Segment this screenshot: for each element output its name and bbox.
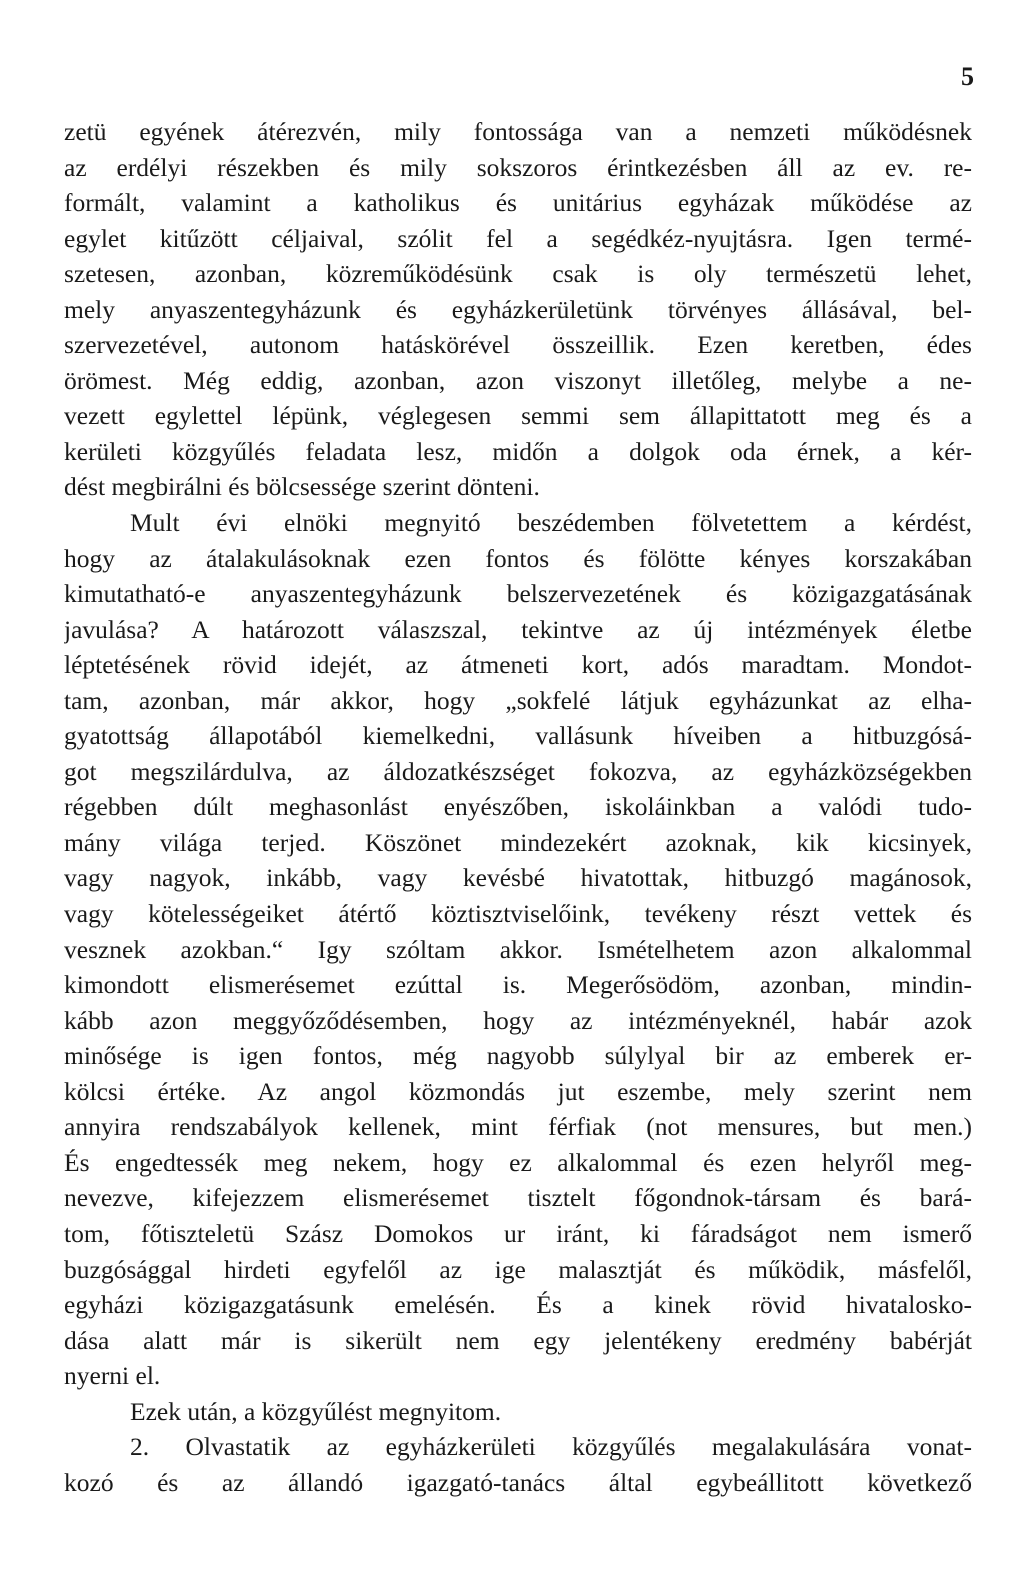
text-line: örömest. Még eddig, azonban, azon viszonyt illetőleg, melybe a ne- [64, 365, 972, 395]
text-line: buzgósággal hirdeti egyfelől az ige malasztját és működik, másfelől, [64, 1254, 972, 1284]
text-line: zetü egyének átérezvén, mily fontossága van a nemzeti működésnek [64, 117, 972, 146]
text-line: hogy az átalakulásoknak ezen fontos és fölötte kényes korszakában [64, 543, 972, 573]
text-line: szervezetével, autonom hatáskörével összeillik. Ezen keretben, édes [64, 330, 972, 360]
text-line: kimondott elismerésemet ezúttal is. Megerősödöm, azonban, mindin- [64, 970, 972, 1000]
text-line: vesznek azokban.“ Igy szóltam akkor. Ismételhetem azon alkalommal [64, 934, 972, 964]
text-line: vagy kötelességeiket átértő köztisztviselőink, tevékeny részt vettek és [64, 899, 972, 929]
text-line: kimutatható-e anyaszentegyházunk belszervezetének és közigazgatásának [64, 579, 972, 609]
text-line: mány világa terjed. Köszönet mindezekért azoknak, kik kicsinyek, [64, 827, 972, 857]
text-line: got megszilárdulva, az áldozatkészséget fokozva, az egyházközségekben [64, 756, 972, 786]
text-line: nyerni el. [64, 1361, 161, 1391]
body-text [64, 114, 972, 1500]
text-line: vezett egylettel lépünk, véglegesen semmi sem állapittatott meg és a [64, 401, 972, 431]
text-line: az erdélyi részekben és mily sokszoros érintkezésben áll az ev. re- [64, 152, 972, 182]
text-line: annyira rendszabályok kellenek, mint férfiak (not mensures, but men.) [64, 1112, 972, 1142]
text-line: nevezve, kifejezzem elismerésemet tisztelt főgondnok-társam és bará- [64, 1183, 972, 1213]
text-line: dést megbirálni és bölcsessége szerint dönteni. [64, 472, 540, 502]
text-line: szetesen, azonban, közreműködésünk csak is oly természetü lehet, [64, 259, 972, 289]
text-line: vagy nagyok, inkább, vagy kevésbé hivatottak, hitbuzgó magánosok, [64, 863, 972, 893]
text-line: kozó és az állandó igazgató-tanács által egybeállitott következő [64, 1467, 972, 1497]
text-line: gyatottság állapotából kiemelkedni, vallásunk híveiben a hitbuzgósá- [64, 721, 972, 751]
text-line: 2. Olvastatik az egyházkerületi közgyűlés megalakulására vonat- [130, 1432, 972, 1462]
text-line: És engedtessék meg nekem, hogy ez alkalommal és ezen helyről meg- [64, 1147, 972, 1177]
text-line: Mult évi elnöki megnyitó beszédemben fölvetettem a kérdést, [130, 508, 972, 538]
text-line: kerületi közgyűlés feladata lesz, midőn a dolgok oda érnek, a kér- [64, 436, 972, 466]
text-line: léptetésének rövid idejét, az átmeneti kort, adós maradtam. Mondot- [64, 650, 972, 680]
text-line: javulása? A határozott válaszszal, tekintve az új intézmények életbe [64, 614, 972, 644]
text-line: formált, valamint a katholikus és unitárius egyházak működése az [64, 188, 972, 218]
text-line: Ezek után, a közgyűlést megnyitom. [130, 1396, 502, 1426]
text-line: tom, főtiszteletü Szász Domokos ur iránt, ki fáradságot nem ismerő [64, 1218, 972, 1248]
text-line: egylet kitűzött céljaival, szólit fel a segédkéz-nyujtásra. Igen termé- [64, 223, 972, 253]
text-line: egyházi közigazgatásunk emelésén. És a kinek rövid hivatalosko- [64, 1290, 972, 1320]
text-line: tam, azonban, már akkor, hogy „sokfelé látjuk egyházunkat az elha- [64, 685, 972, 715]
text-line: kölcsi értéke. Az angol közmondás jut eszembe, mely szerint nem [64, 1076, 972, 1106]
text-line: mely anyaszentegyházunk és egyházkerületünk törvényes állásával, bel- [64, 294, 972, 324]
page-number: 5 [961, 62, 974, 91]
text-line: régebben dúlt meghasonlást enyészőben, iskoláinkban a valódi tudo- [64, 792, 972, 822]
text-line: kább azon meggyőződésemben, hogy az intézményeknél, habár azok [64, 1005, 972, 1035]
text-line: minősége is igen fontos, még nagyobb súlylyal bir az emberek er- [64, 1041, 972, 1071]
text-line: dása alatt már is sikerült nem egy jelentékeny eredmény babérját [64, 1325, 972, 1355]
